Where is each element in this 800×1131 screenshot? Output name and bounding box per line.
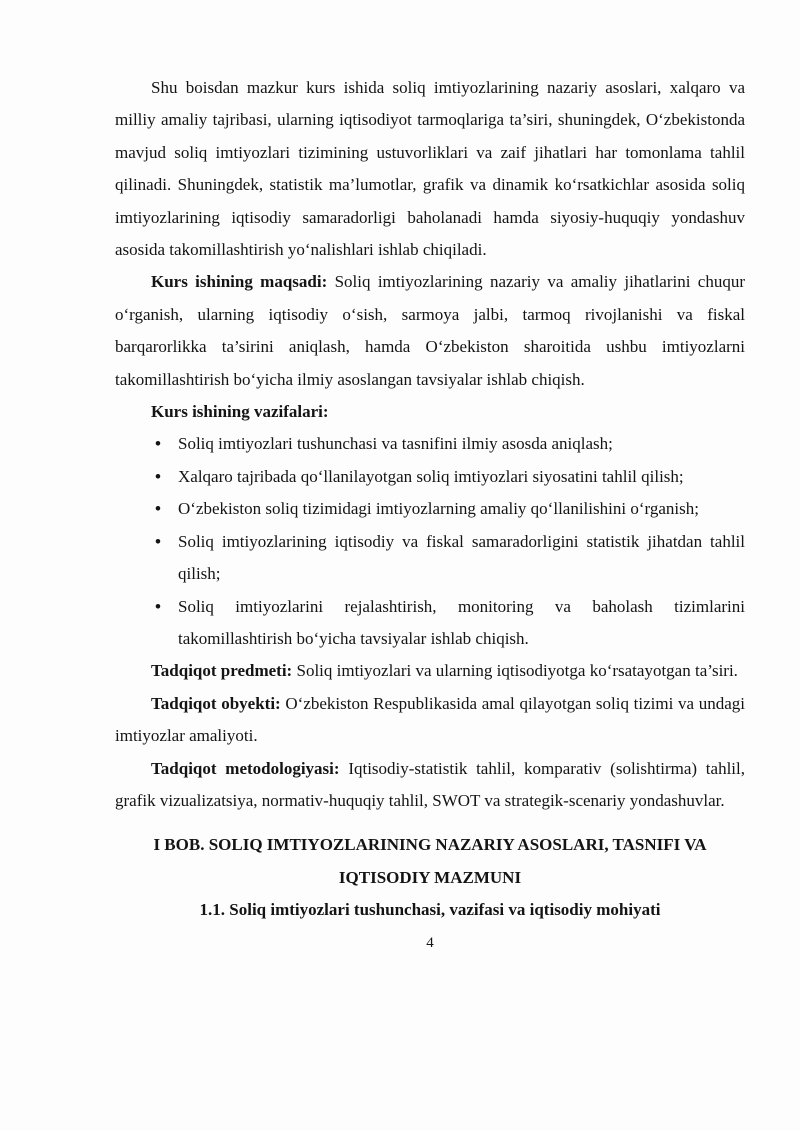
bullet-icon: • (155, 531, 161, 551)
section-heading: 1.1. Soliq imtiyozlari tushunchasi, vazifasi va iqtisodiy mohiyati (199, 900, 661, 920)
purpose-lead: Kurs ishining maqsadi: (151, 272, 328, 292)
chapter-heading: I BOB. SOLIQ IMTIYOZLARINING NAZARIY ASOSLARI, TASNIFI VA IQTISODIY MAZMUNI (153, 835, 707, 887)
task-list (115, 428, 745, 655)
object-paragraph (115, 688, 745, 753)
tasks-heading: Kurs ishining vazifalari: (151, 402, 329, 422)
bullet-icon: • (155, 499, 161, 519)
subject-paragraph (115, 655, 745, 687)
page-number: 4 (426, 934, 434, 951)
task-item-text: O‘zbekiston soliq tizimidagi imtiyozlarning amaliy qo‘llanilishini o‘rganish; (178, 499, 699, 519)
object-text: O‘zbekiston Respublikasida amal qilayotgan soliq tizimi va undagi imtiyozlar amaliyoti. (115, 693, 745, 746)
subject-text: Soliq imtiyozlari va ularning iqtisodiyotga ko‘rsatayotgan ta’siri. (292, 661, 738, 681)
task-item-text: Soliq imtiyozlarining iqtisodiy va fiskal samaradorligini statistik jihatdan tahlil qilish; (178, 531, 745, 584)
bullet-icon: • (155, 466, 161, 486)
bullet-icon: • (155, 434, 161, 454)
task-item (115, 428, 745, 460)
task-item (115, 461, 745, 493)
task-item-text: Soliq imtiyozlarini rejalashtirish, monitoring va baholash tizimlarini takomillashtirish bo‘yicha tavsiyalar ishlab chiqish. (178, 596, 745, 648)
task-item (115, 591, 745, 656)
methodology-lead: Tadqiqot metodologiyasi: (151, 758, 340, 778)
task-item (115, 526, 745, 591)
bullet-icon: • (155, 596, 161, 616)
task-item-text: Xalqaro tajribada qo‘llanilayotgan soliq imtiyozlari siyosatini tahlil qilish; (178, 466, 684, 486)
object-lead: Tadqiqot obyekti: (151, 693, 281, 713)
subject-lead: Tadqiqot predmeti: (151, 661, 293, 681)
purpose-text: Soliq imtiyozlarining nazariy va amaliy jihatlarini chuqur o‘rganish, ularning iqtisodiy o‘sish, sarmoya jalbi, tarmoq rivojlanishi va fiskal barqarorlikka ta’sirini aniqlash, hamda O‘zbekiston sharoitida ushbu imtiyozlarni takomillashtirish bo‘yicha ilmiy asoslangan tavsiyalar ishlab chiqish. (115, 272, 745, 389)
intro-paragraph: Shu boisdan mazkur kurs ishida soliq imtiyozlarining nazariy asoslari, xalqaro va milliy amaliy tajribasi, ularning iqtisodiyot tarmoqlariga ta’siri, shuningdek, O‘zbekistonda mavjud soliq imtiyozlari tizimining ustuvorliklari va zaif jihatlari har tomonlama tahlil qilinadi. Shuningdek, statistik ma’lumotlar, grafik va dinamik ko‘rsatkichlar asosida soliq imtiyozlarining iqtisodiy samaradorligi baholanadi hamda siyosiy-huquqiy yondashuv asosida takomillashtirish yo‘nalishlari ishlab chiqiladi. (115, 78, 745, 260)
task-item (115, 493, 745, 525)
methodology-text: Iqtisodiy-statistik tahlil, komparativ (solishtirma) tahlil, grafik vizualizatsiya, normativ-huquqiy tahlil, SWOT va strategik-scenariy yondashuvlar. (115, 758, 745, 810)
task-item-text: Soliq imtiyozlari tushunchasi va tasnifini ilmiy asosda aniqlash; (178, 434, 613, 454)
purpose-paragraph (115, 266, 745, 396)
methodology-paragraph (115, 753, 745, 818)
